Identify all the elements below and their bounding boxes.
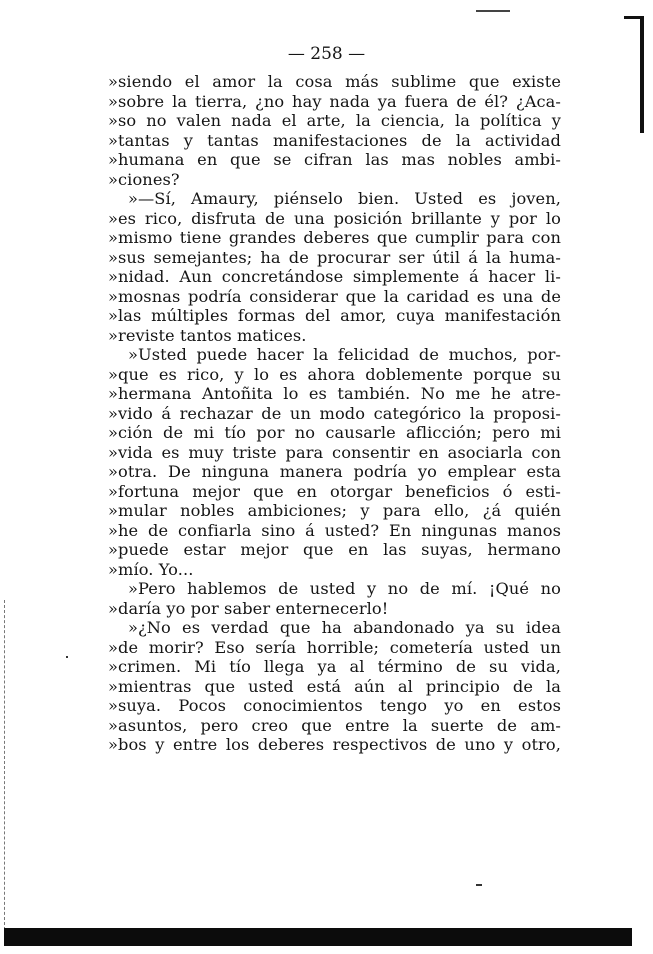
text-line: »sus semejantes; ha de procurar ser útil á la huma- xyxy=(108,247,561,267)
text-line: »las múltiples formas del amor, cuya manifestación xyxy=(108,306,561,325)
text-line: »crimen. Mi tío llega ya al término de su vida, xyxy=(108,657,561,676)
text-line: »suya. Pocos conocimientos tengo yo en estos xyxy=(108,696,561,715)
text-line: »otra. De ninguna manera podría yo emplear esta xyxy=(108,462,561,481)
text-line: »que es rico, y lo es ahora doblemente porque su xyxy=(108,364,561,384)
text-line: »sobre la tierra, ¿no hay nada ya fuera de él? ¿Aca- xyxy=(108,91,561,111)
text-line: »Usted puede hacer la felicidad de muchos, por- xyxy=(128,345,561,364)
text-line: »asuntos, pero creo que entre la suerte de am- xyxy=(108,715,561,735)
scan-page-edge-corner xyxy=(624,16,644,133)
text-line: »mosnas podría considerar que la caridad es una de xyxy=(108,286,561,306)
text-line: »ciones? xyxy=(108,169,180,189)
text-line: »humana en que se cifran las mas nobles ambi- xyxy=(108,150,561,169)
text-line: »bos y entre los deberes respectivos de uno y otro, xyxy=(108,735,561,754)
scan-speck xyxy=(476,884,482,886)
text-line: »—Sí, Amaury, piénselo bien. Usted es joven, xyxy=(128,189,561,208)
page-number: — 258 — xyxy=(287,44,366,64)
text-line: »mular nobles ambiciones; y para ello, ¿á quién xyxy=(108,501,561,520)
text-line: »Pero hablemos de usted y no de mí. ¡Qué no xyxy=(128,579,561,598)
text-line: »fortuna mejor que en otorgar beneficios ó esti- xyxy=(108,481,561,501)
text-line: »¿No es verdad que ha abandonado ya su idea xyxy=(128,618,561,637)
text-line: »mismo tiene grandes deberes que cumplir para con xyxy=(108,228,561,247)
text-line: »he de confiarla sino á usted? En ningunas manos xyxy=(108,520,561,540)
scan-mark-top xyxy=(476,10,510,12)
text-line: »tantas y tantas manifestaciones de la actividad xyxy=(108,130,561,150)
text-line: »mientras que usted está aún al principio de la xyxy=(108,676,561,696)
text-line: »mío. Yo... xyxy=(108,559,194,579)
text-line: »reviste tantos matices. xyxy=(108,325,307,345)
text-line: »siendo el amor la cosa más sublime que existe xyxy=(108,72,561,91)
text-line: »ción de mi tío por no causarle aflicción; pero mi xyxy=(108,423,561,442)
text-line: »hermana Antoñita lo es también. No me he atre- xyxy=(108,384,561,403)
text-line: »de morir? Eso sería horrible; cometería usted un xyxy=(108,637,561,657)
text-line: »es rico, disfruta de una posición brillante y por lo xyxy=(108,208,561,228)
scan-margin-line xyxy=(4,600,6,930)
text-line: »vido á rechazar de un modo categórico la proposi- xyxy=(108,403,561,423)
text-line: »nidad. Aun concretándose simplemente á hacer li- xyxy=(108,267,561,286)
text-line: »daría yo por saber enternecerlo! xyxy=(108,598,389,618)
text-line: »so no valen nada el arte, la ciencia, la política y xyxy=(108,111,561,130)
body-text xyxy=(108,72,561,755)
text-line: »vida es muy triste para consentir en asociarla con xyxy=(108,442,561,462)
scan-speck xyxy=(66,656,68,658)
scan-page-edge-bottom xyxy=(4,928,632,946)
text-line: »puede estar mejor que en las suyas, hermano xyxy=(108,540,561,559)
